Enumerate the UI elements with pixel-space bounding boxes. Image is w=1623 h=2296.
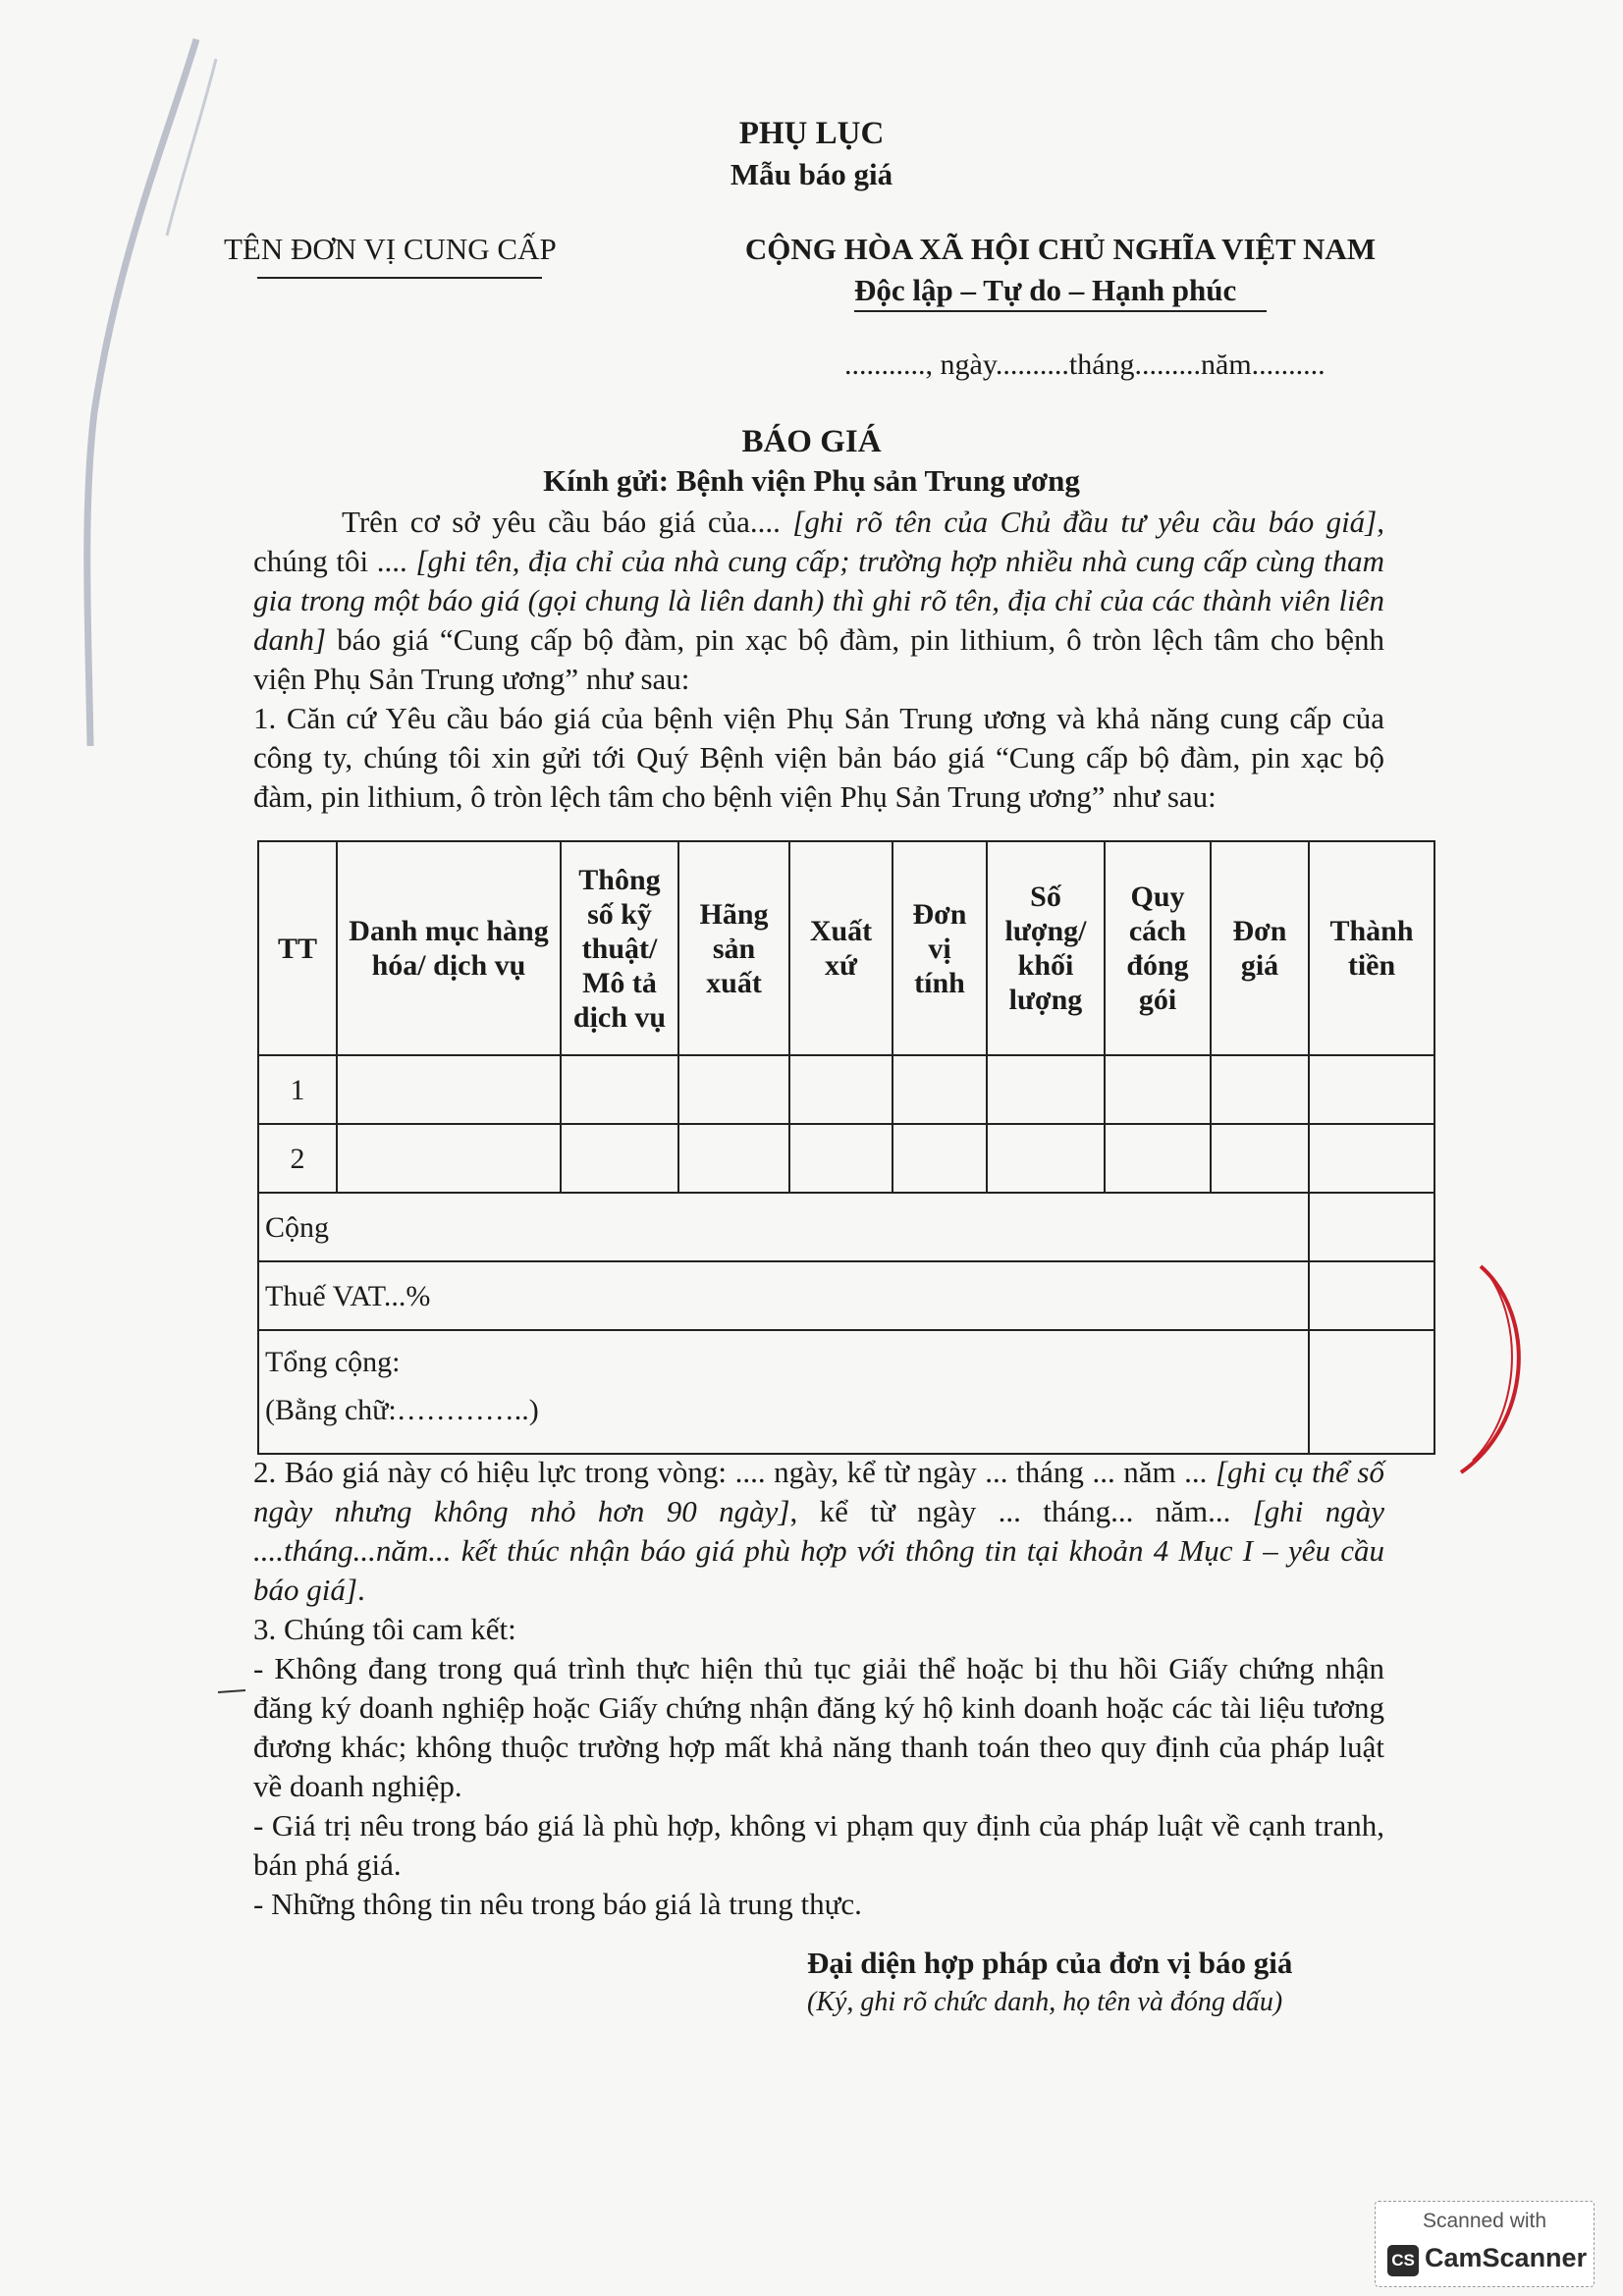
vat-value-cell [1309, 1261, 1434, 1330]
table-cell [789, 1124, 893, 1193]
table-cell [678, 1055, 789, 1124]
motto-underline [854, 310, 1267, 312]
camscanner-watermark [1375, 2201, 1595, 2287]
total-label: Tổng cộng: [265, 1346, 401, 1378]
signatory-title: Đại diện hợp pháp của đơn vị báo giá [807, 1946, 1293, 1980]
item-2-mid: , kể từ ngày ... tháng... năm... [789, 1494, 1253, 1528]
header-cell: Thông số kỹ thuật/ Mô tả dịch vụ [561, 841, 678, 1055]
header-cell: Quy cách đóng gói [1105, 841, 1211, 1055]
appendix-title: PHỤ LỤC [738, 116, 885, 151]
table-cell [893, 1055, 987, 1124]
red-stamp-edge [1461, 1266, 1519, 1472]
item-2-placeholder-days: [ghi cụ thể số ngày nhưng không nhỏ hơn 90 ngày] [253, 1455, 1384, 1528]
table-cell [893, 1124, 987, 1193]
scanned-with-label: Scanned with [1422, 2210, 1547, 2232]
table-cell [1105, 1055, 1211, 1124]
table-cell [337, 1055, 561, 1124]
intro-placeholder-requester: [ghi rõ tên của Chủ đầu tư yêu cầu báo giá], [792, 505, 1384, 539]
vat-label: Thuế VAT...% [258, 1261, 1309, 1330]
motto: Độc lập – Tự do – Hạnh phúc [854, 273, 1237, 307]
table-cell [561, 1055, 678, 1124]
header-cell: Xuất xứ [789, 841, 893, 1055]
row-number-cell: 1 [258, 1055, 337, 1124]
table-cell [987, 1124, 1105, 1193]
commitment-item: - Không đang trong quá trình thực hiện thủ tục giải thể hoặc bị thu hồi Giấy chứng nhận đăng ký doanh nghiệp hoặc Giấy chứng nhận đăng ký hộ kinh doanh hoặc các tài liệu tương đương khác; không thuộc trường hợp mất khả năng thanh toán theo quy định của pháp luật về doanh nghiệp. [253, 1651, 1384, 1803]
item-3-title: 3. Chúng tôi cam kết: [253, 1612, 516, 1646]
table-cell [1211, 1124, 1309, 1193]
total-label-cell [258, 1330, 1309, 1454]
sum-row [258, 1193, 1434, 1261]
sum-label: Cộng [258, 1193, 1309, 1261]
supplier-underline [257, 277, 542, 279]
table-cell [987, 1055, 1105, 1124]
table-cell [1211, 1055, 1309, 1124]
header-cell: Danh mục hàng hóa/ dịch vụ [337, 841, 561, 1055]
table-cell [1309, 1124, 1434, 1193]
amount-in-words: (Bằng chữ:…………..) [265, 1394, 539, 1426]
header-cell: Hãng sản xuất [678, 841, 789, 1055]
item-2-tail: . [356, 1573, 365, 1607]
header-cell: Đơn vị tính [893, 841, 987, 1055]
table-cell [1309, 1055, 1434, 1124]
vat-row [258, 1261, 1434, 1330]
camscanner-name: CamScanner [1425, 2243, 1588, 2272]
margin-mark [218, 1690, 245, 1692]
commitment-item: - Những thông tin nêu trong báo giá là trung thực. [253, 1887, 862, 1921]
nation-title: CỘNG HÒA XÃ HỘI CHỦ NGHĨA VIỆT NAM [744, 232, 1377, 266]
table-cell [337, 1124, 561, 1193]
intro-mid: chúng tôi .... [253, 544, 416, 578]
row-number-cell: 2 [258, 1124, 337, 1193]
quote-title: BÁO GIÁ [741, 424, 882, 459]
intro-lead: Trên cơ sở yêu cầu báo giá của.... [342, 505, 793, 539]
supplier-name: TÊN ĐƠN VỊ CUNG CẤP [224, 232, 557, 266]
commitment-list [253, 1649, 1384, 1924]
red-stamp-edge-inner [1473, 1274, 1512, 1461]
table-cell [561, 1124, 678, 1193]
item-2-paragraph [253, 1453, 1384, 1610]
table-cell [1105, 1124, 1211, 1193]
item-2-lead: 2. Báo giá này có hiệu lực trong vòng: .... ngày, kể từ ngày ... tháng ... năm ... [253, 1455, 1216, 1489]
intro-tail: báo giá “Cung cấp bộ đàm, pin xạc bộ đàm, pin lithium, ô tròn lệch tâm cho bệnh viện Phụ Sản Trung ương” như sau: [253, 622, 1384, 696]
appendix-subtitle: Mẫu báo giá [730, 157, 893, 191]
signature-note: (Ký, ghi rõ chức danh, họ tên và đóng dấu) [807, 1987, 1283, 2017]
intro-placeholder-supplier: [ghi tên, địa chỉ của nhà cung cấp; trường hợp nhiều nhà cung cấp cùng tham gia trong một báo giá (gọi chung là liên danh) thì ghi rõ tên, địa chỉ của các thành viên liên danh] [253, 544, 1384, 657]
camscanner-logo-icon: CS [1387, 2245, 1419, 2276]
intro-paragraph [253, 503, 1384, 699]
header-cell: Thành tiền [1309, 841, 1434, 1055]
recipient-line: Kính gửi: Bệnh viện Phụ sản Trung ương [543, 463, 1080, 498]
header-cell: Số lượng/ khối lượng [987, 841, 1105, 1055]
total-row [258, 1330, 1434, 1454]
commitment-item: - Giá trị nêu trong báo giá là phù hợp, không vi phạm quy định của pháp luật về cạnh tranh, bán phá giá. [253, 1808, 1384, 1882]
quote-table [257, 840, 1435, 1455]
table-cell [789, 1055, 893, 1124]
table-header-row [258, 841, 1434, 1055]
table-row [258, 1124, 1434, 1193]
table-cell [678, 1124, 789, 1193]
table-row [258, 1055, 1434, 1124]
header-cell: TT [258, 841, 337, 1055]
total-value-cell [1309, 1330, 1434, 1454]
item-1-paragraph: 1. Căn cứ Yêu cầu báo giá của bệnh viện Phụ Sản Trung ương và khả năng cung cấp của công ty, chúng tôi xin gửi tới Quý Bệnh viện bản báo giá “Cung cấp bộ đàm, pin xạc bộ đàm, pin lithium, ô tròn lệch tâm cho bệnh viện Phụ Sản Trung ương” như sau: [253, 701, 1384, 814]
item-2-placeholder-date: [ghi ngày ....tháng...năm... kết thúc nhận báo giá phù hợp với thông tin tại khoản 4 Mục I – yêu cầu báo giá] [253, 1494, 1385, 1607]
sum-value-cell [1309, 1193, 1434, 1261]
header-cell: Đơn giá [1211, 841, 1309, 1055]
date-line: ..........., ngày..........tháng.........năm.......... [844, 348, 1325, 381]
